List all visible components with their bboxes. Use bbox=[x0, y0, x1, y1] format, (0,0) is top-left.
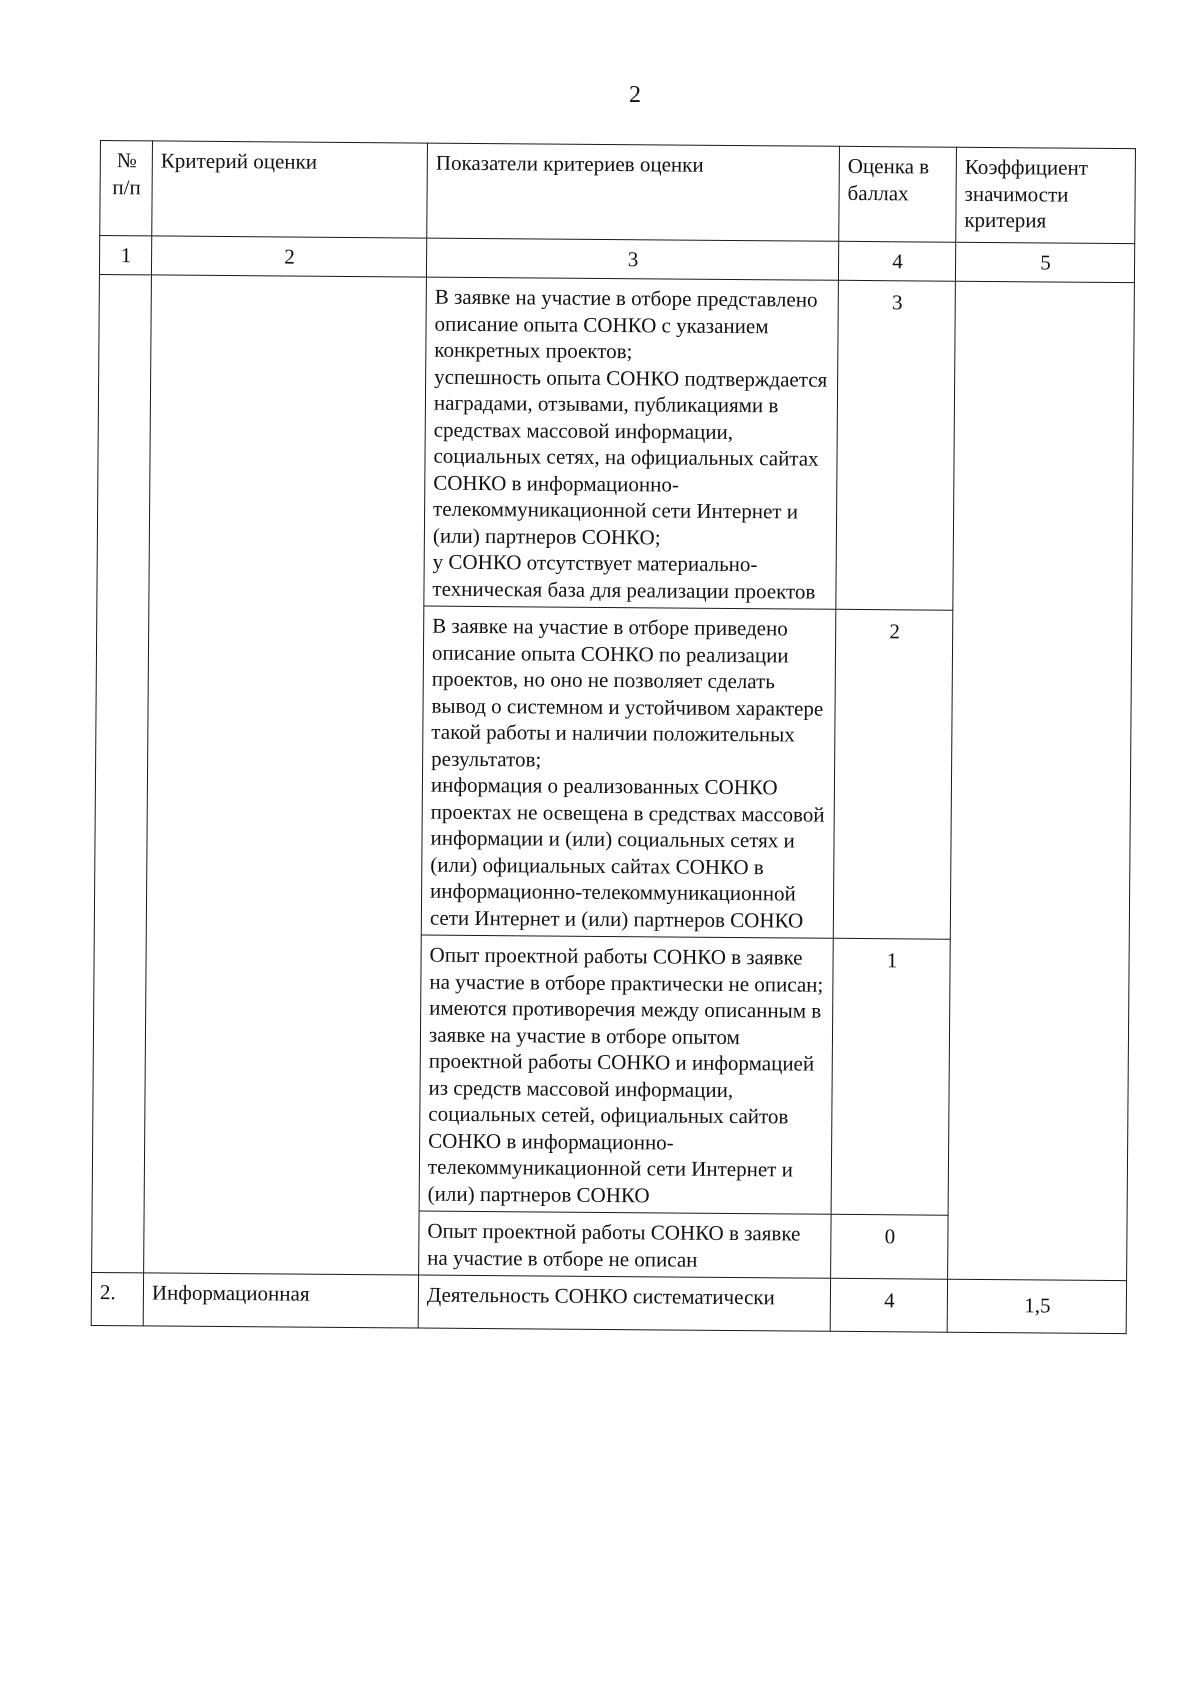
score-cell: 2 bbox=[833, 609, 953, 939]
column-number: 4 bbox=[838, 241, 955, 281]
score-cell: 4 bbox=[830, 1278, 947, 1332]
header-criterion: Критерий оценки bbox=[152, 141, 428, 238]
column-number: 3 bbox=[426, 238, 838, 280]
score-cell: 1 bbox=[831, 938, 950, 1215]
indicator-cell: Опыт проектной работы СОНКО в заявке на участие в отборе не описан bbox=[419, 1211, 831, 1278]
criterion-cell-empty bbox=[144, 275, 427, 1275]
header-num: № п/п bbox=[100, 141, 153, 236]
row-number: 2. bbox=[91, 1272, 143, 1325]
column-number: 2 bbox=[151, 236, 426, 277]
score-cell: 0 bbox=[831, 1214, 948, 1279]
table-row bbox=[97, 274, 1135, 611]
coefficient-cell-empty bbox=[948, 281, 1135, 1280]
indicator-cell: Деятельность СОНКО систематически bbox=[418, 1275, 830, 1331]
criteria-table bbox=[91, 140, 1136, 1334]
indicator-cell: Опыт проектной работы СОНКО в заявке на участие в отборе практически не описан; имеются противоречия между описанным в заявке на участие в отборе опытом проектной работы СОНКО и информацией из средств массовой информации, социальных сетей, официальных сайтов СОНКО в информационно-телекоммуникационной сети Интернет и (или) партнеров СОНКО bbox=[419, 935, 833, 1214]
num-cell-empty bbox=[92, 274, 152, 1272]
header-indicators: Показатели критериев оценки bbox=[427, 143, 840, 241]
table-header-row bbox=[100, 141, 1136, 244]
header-coefficient: Коэффициент значимости критерия bbox=[956, 147, 1136, 243]
coefficient-cell: 1,5 bbox=[947, 1279, 1126, 1333]
header-score: Оценка в баллах bbox=[839, 146, 957, 242]
indicator-cell: В заявке на участие в отборе приведено описание опыта СОНКО по реализации проектов, но оно не позволяет сделать вывод о системном и устойчивом характере такой работы и наличии положительных результатов; информация о реализованных СОНКО проектах не освещена в средствах массовой информации и (или) социальных сетях и (или) официальных сайтах СОНКО в информационно-телекоммуникационной сети Интернет и (или) партнеров СОНКО bbox=[421, 606, 836, 938]
page-number: 2 bbox=[629, 82, 641, 108]
column-number: 5 bbox=[955, 242, 1134, 282]
criterion-name: Информационная bbox=[143, 1273, 418, 1328]
column-number: 1 bbox=[99, 236, 151, 275]
table-row bbox=[91, 1272, 1126, 1333]
score-cell: 3 bbox=[836, 280, 956, 610]
indicator-cell: В заявке на участие в отборе представлено описание опыта СОНКО с указанием конкретных проектов; успешность опыта СОНКО подтверждается наградами, отзывами, публикациями в средствах массовой информации, социальных сетях, на официальных сайтах СОНКО в информационно-телекоммуникационной сети Интернет и (или) партнеров СОНКО; у СОНКО отсутствует материально-техническая база для реализации проектов bbox=[424, 277, 839, 609]
